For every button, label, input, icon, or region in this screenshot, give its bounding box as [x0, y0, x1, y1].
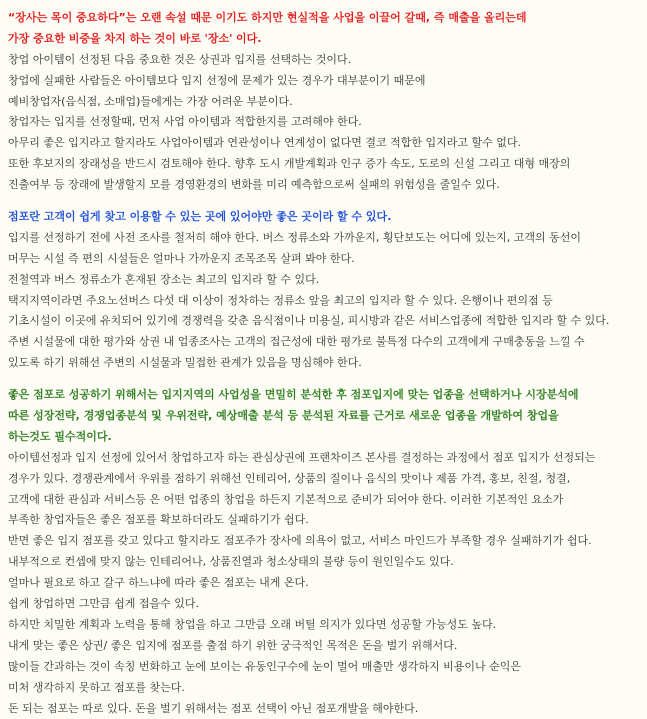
- paragraph-line: 반면 좋은 입지 점포를 갖고 있다고 할지라도 점포주가 장사에 의욕이 없고, 서비스 마인드가 부족할 경우 실패하기가 쉽다.: [8, 531, 647, 552]
- paragraph-line: 창업 아이템이 선정된 다음 중요한 것은 상권과 입지를 선택하는 것이다.: [8, 50, 647, 71]
- section1-title-line2-quote: '장소': [205, 32, 233, 45]
- paragraph-line: 진출여부 등 장래에 발생할지 모를 경영환경의 변화를 미리 예측함으로써 실패의 위험성을 줄일수 있다.: [8, 175, 647, 196]
- paragraph-line: 경우가 있다. 경쟁관계에서 우위를 점하기 위해선 인테리어, 상품의 질이나 음식의 맛이나 제품 가격, 홍보, 친절, 청결,: [8, 469, 647, 490]
- paragraph-line: 예비창업자(음식점, 소매업)들에게는 가장 어려운 부분이다.: [8, 92, 647, 113]
- section1-title-line2: [8, 29, 647, 50]
- section1-title-highlight: “장사는 목이 중요하다”: [8, 11, 126, 24]
- section1-title-line2-end: 이다.: [236, 32, 261, 45]
- paragraph-line: 하지만 치밀한 계획과 노력을 통해 창업을 하고 그만큼 오래 버틸 의지가 있다면 성공할 가능성도 높다.: [8, 615, 647, 636]
- paragraph-line: 얼마나 필요로 하고 갈구 하느냐에 따라 좋은 점포는 내게 온다.: [8, 573, 647, 594]
- section-gap: [8, 374, 647, 385]
- paragraph-line: 전철역과 버스 정류소가 혼재된 장소는 최고의 입지라 할 수 있다.: [8, 270, 647, 291]
- section1-title-rest: 는 오랜 속설 때문 이기도 하지만 현실적을 사업을 이끌어 갈때, 즉 매출을 올리는데: [126, 11, 527, 24]
- paragraph-line: 기초시설이 이곳에 유치되어 있기에 경쟁력을 갖춘 음식점이나 미용실, 피시방과 같은 서비스업종에 적합한 입지라 할 수 있다.: [8, 311, 647, 332]
- paragraph-line: 머무는 시설 즉 편의 시설들은 얼마나 가까운지 조목조목 살펴 봐야 한다.: [8, 249, 647, 270]
- paragraph-line: 내부적으로 컨셉에 맞지 않는 인테리어나, 상품진열과 청소상태의 불량 등이 원인일수도 있다.: [8, 552, 647, 573]
- paragraph-line: 내게 맞는 좋은 상권/ 좋은 입지에 점포를 출점 하기 위한 궁극적인 목적은 돈을 벌기 위해서다.: [8, 636, 647, 657]
- section3-title-line: 좋은 점포로 성공하기 위해서는 입지지역의 사업성을 면밀히 분석한 후 점포입지에 맞는 업종을 선택하거나 시장분석에: [8, 385, 647, 406]
- paragraph-line: 또한 후보지의 장래성을 반드시 검토해야 한다. 향후 도시 개발계획과 인구 증가 속도, 도로의 신설 그리고 대형 매장의: [8, 154, 647, 175]
- paragraph-line: 많이들 간과하는 것이 속칭 번화하고 눈에 보이는 유동인구수에 눈이 멀어 매출만 생각하지 비용이나 순익은: [8, 657, 647, 678]
- paragraph-line: 창업자는 입지를 선정할때, 먼저 사업 아이템과 적합한지를 고려해야 한다.: [8, 112, 647, 133]
- paragraph-line: 고객에 대한 관심과 서비스등 은 어떤 업종의 창업을 하든지 기본적으로 준비가 되어야 한다. 이러한 기본적인 요소가: [8, 490, 647, 511]
- section-gap: [8, 196, 647, 207]
- paragraph-line: 아무리 좋은 입지라고 할지라도 사업아이템과 연관성이나 연계성이 없다면 결코 적합한 입지라고 할수 없다.: [8, 133, 647, 154]
- paragraph-line: 부족한 창업자들은 좋은 점포를 확보하더라도 실패하기가 쉽다.: [8, 510, 647, 531]
- paragraph-line: 주변 시설물에 대한 평가와 상권 내 업종조사는 고객의 접근성에 대한 평가로 불특정 다수의 고객에게 구매충동을 느낄 수: [8, 332, 647, 353]
- section3-title-line: 하는것도 필수적이다.: [8, 427, 647, 448]
- section3-title-line: 따른 성장전략, 경쟁업종분석 및 우위전략, 예상매출 분석 등 분석된 자료를 근거로 새로운 업종을 개발하여 창업을: [8, 406, 647, 427]
- paragraph-line: 아이템선정과 입지 선정에 있어서 창업하고자 하는 관심상권에 프랜차이즈 본사를 결정하는 과정에서 점포 입지가 선정되는: [8, 448, 647, 469]
- paragraph-line: 있도록 하기 위해선 주변의 시설물과 밀접한 관계가 있음을 명심해야 한다.: [8, 353, 647, 374]
- section1-title-line2-main: 가장 중요한 비중을 차지 하는 것이 바로: [8, 32, 201, 45]
- section2-title: 점포란 고객이 쉽게 찾고 이용할 수 있는 곳에 있어야만 좋은 곳이라 할 수 있다.: [8, 207, 647, 228]
- paragraph-line: 입지를 선정하기 전에 사전 조사를 철저히 해야 한다. 버스 정류소와 가까운지, 횡단보도는 어디에 있는지, 고객의 동선이: [8, 228, 647, 249]
- paragraph-line: 미처 생각하지 못하고 점포를 찾는다.: [8, 678, 647, 699]
- paragraph-line: 창업에 실패한 사람들은 아이템보다 입지 선정에 문제가 있는 경우가 대부분이기 때문에: [8, 71, 647, 92]
- section1-title-line1: [8, 8, 647, 29]
- paragraph-line: 쉽게 창업하면 그만큼 쉽게 접을수 있다.: [8, 594, 647, 615]
- paragraph-line: 돈 되는 점포는 따로 있다. 돈을 벌기 위해서는 점포 선택이 아닌 점포개발을 해야한다.: [8, 699, 647, 719]
- paragraph-line: 택지지역이라면 주요노선버스 다섯 대 이상이 정차하는 정류소 앞을 최고의 입지라 할 수 있다. 은행이나 편의점 등: [8, 291, 647, 312]
